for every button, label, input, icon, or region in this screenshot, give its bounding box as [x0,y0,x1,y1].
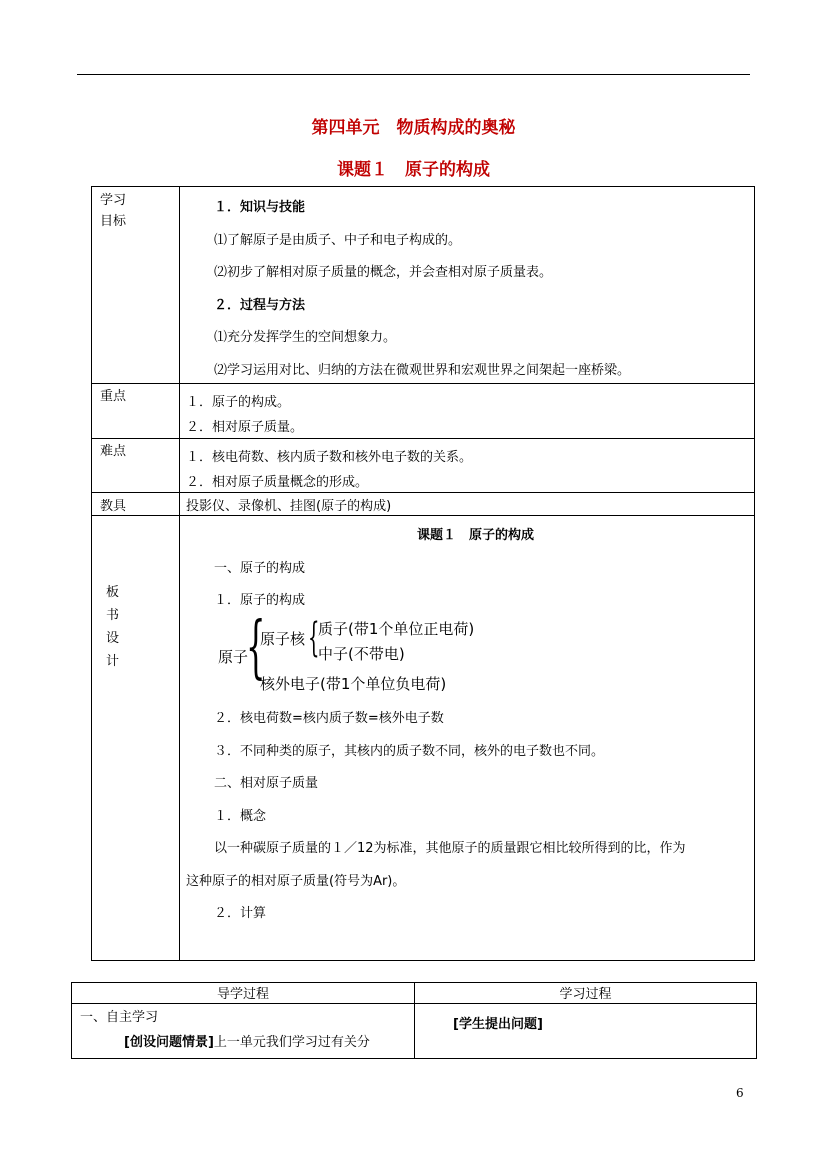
difficulties-label-cell [92,439,180,493]
board-section-1: 一、原子的构成 [214,561,306,576]
neutron-text: 中子(不带电) [318,645,405,663]
scenario-line [124,1031,370,1050]
board-section-2: 二、相对原子质量 [214,776,319,791]
difficulty-1: １．核电荷数、核内质子数和核外电子数的关系。 [186,450,473,465]
definition-line-1: 以一种碳原子质量的１／12为标准，其他原子的质量跟它相比较所得到的比，作为 [214,841,686,856]
process-header-left: 导学过程 [72,983,415,1004]
nucleus-brace: { [308,615,320,661]
tools-text: 投影仪、录像机、挂图(原子的构成) [186,499,392,514]
board-label-char-4: 计 [106,654,120,669]
board-label-char-2: 书 [106,608,120,623]
board-item-2-2: ２．计算 [214,906,267,921]
unit-title: 第四单元 物质构成的奥秘 [311,118,516,138]
proton-text: 质子(带1个单位正电荷) [318,620,475,638]
difficulties-label: 难点 [100,444,127,459]
key-point-2: ２．相对原子质量。 [186,420,304,435]
board-design-cell [180,516,755,961]
objective-1: ⑴了解原子是由质子、中子和电子构成的。 [214,233,462,248]
header-rule [77,74,750,75]
objectives-heading-1: １．知识与技能 [214,200,306,215]
board-label-cell [92,516,180,961]
objectives-label-cell [92,187,180,384]
board-item-2-1: １．概念 [214,809,267,824]
objectives-content-cell [180,187,755,384]
student-questions-label: [学生提出问题] [453,1017,543,1032]
objective-2: ⑵初步了解相对原子质量的概念，并会查相对原子质量表。 [214,265,553,280]
atom-brace: { [246,608,266,687]
key-points-cell [180,384,755,439]
process-left-cell [72,1004,415,1059]
board-item-1-3: ３．不同种类的原子，其核内的质子数不同，核外的电子数也不同。 [214,744,605,759]
key-point-1: １．原子的构成。 [186,395,291,410]
definition-line-2: 这种原子的相对原子质量(符号为Ar)。 [186,874,406,889]
board-label-char-1: 板 [106,585,120,600]
tools-label: 教具 [100,499,127,514]
page-number: 6 [736,1086,744,1100]
difficulty-2: ２．相对原子质量概念的形成。 [186,475,369,490]
tools-label-cell [92,493,180,516]
process-header-right: 学习过程 [415,983,757,1004]
process-table [71,982,757,1059]
lesson-title: 课题１ 原子的构成 [337,160,490,180]
objective-4: ⑵学习运用对比、归纳的方法在微观世界和宏观世界之间架起一座桥梁。 [214,363,631,378]
board-title: 课题１ 原子的构成 [417,528,535,543]
tools-cell [180,493,755,516]
self-study-heading: 一、自主学习 [80,1010,159,1025]
scenario-text: 上一单元我们学习过有关分 [213,1035,370,1050]
objectives-label-1: 学习 [100,193,127,208]
atom-label: 原子 [218,648,249,666]
board-item-1-2: ２．核电荷数=核内质子数=核外电子数 [214,711,444,726]
process-right-cell [415,1004,757,1059]
key-points-label: 重点 [100,389,127,404]
nucleus-label: 原子核 [260,630,306,648]
scenario-label: [创设问题情景] [124,1035,214,1050]
objectives-label-2: 目标 [100,214,127,229]
electron-text: 核外电子(带1个单位负电荷) [260,675,447,693]
lesson-plan-table [91,186,755,961]
objective-3: ⑴充分发挥学生的空间想象力。 [214,330,397,345]
difficulties-cell [180,439,755,493]
board-label-char-3: 设 [106,631,120,646]
objectives-heading-2: ２．过程与方法 [214,298,306,313]
key-points-label-cell [92,384,180,439]
board-item-1-1: １．原子的构成 [214,593,306,608]
